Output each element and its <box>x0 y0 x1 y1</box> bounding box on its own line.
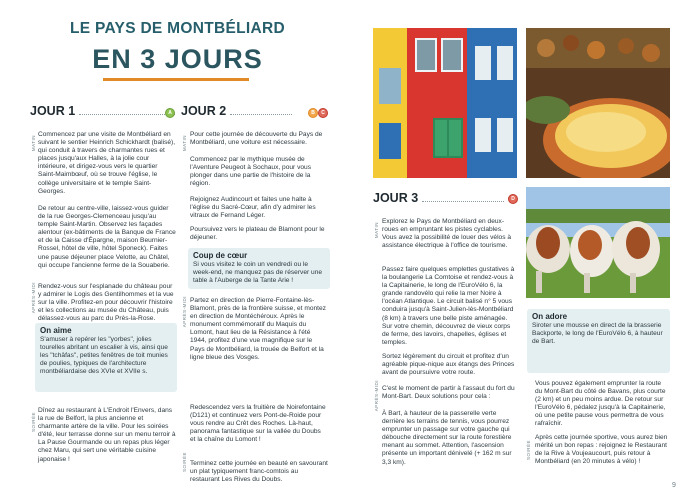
page-number: 9 <box>672 482 676 489</box>
day2-paragraph-4: Poursuivez vers le plateau de Blamont pour le déjeuner. <box>190 226 325 242</box>
label-apres-midi-2: APRÈS-MIDI <box>182 296 187 328</box>
day1-paragraph-1: Commencez par une visite de Montbéliard en suivant le sentier Heinrich Schickhardt (balisé), qui conduit à travers de charmantes rues et places jusqu'aux Halles, à la jolie cour intérieure, et dirigez-vous vers le quartier Saint-Maimbœuf, où se trouve l'église, le collège universitaire et le temple Saint-Georges. <box>38 131 176 195</box>
label-soiree-3: SOIRÉE <box>526 440 531 461</box>
day1-paragraph-4: Dînez au restaurant à L'Endroit l'Envers, dans la rue de Belfort, la plus ancienne et charmante artère de la ville. Pour les soirées d'été, leur terrasse donne sur un menu terroir à La Pause Gourmande ou un repas plus léger chez Maru, qui sert une véritable cuisine japonaise ! <box>38 407 176 463</box>
day2-box-text: Si vous visitez le coin un vendredi ou le week-end, ne manquez pas de réserver une table à l'Auberge de la Tante Arie ! <box>193 261 323 285</box>
day2-dots <box>230 106 292 115</box>
day3-paragraph-6: Vous pouvez également emprunter la route du Mont-Bart du côté de Bavans, plus courte (2 km) et un peu moins ardue. De retour sur l'EuroVélo 6, pédalez jusqu'à la Capitainerie, où une petite pause vous permettra de vous rafraîchir. <box>535 380 666 428</box>
map-marker-badge-b: B <box>308 108 318 118</box>
day3-heading-text: JOUR 3 <box>373 191 419 205</box>
day3-box-title: On adore <box>532 312 568 321</box>
day2-paragraph-5: Partez en direction de Pierre-Fontaine-lès-Blamont, près de la frontière suisse, et montez en direction de Montéchéroux. Après le monument commémoratif du Maquis du Lomont, haut lieu de la Résistance à l'été 1944, profitez d'une vue magnifique sur le Pays de Montbéliard, la trouée de Belfort et la ligne bleue des Vosges. <box>190 297 326 361</box>
day2-paragraph-2: Commencez par le mythique musée de l'Aventure Peugeot à Sochaux, pour vous plonger dans une partie de l'histoire de la région. <box>190 156 312 188</box>
day3-heading <box>373 191 504 205</box>
label-apres-midi-1: APRÈS-MIDI <box>31 282 36 314</box>
cheese-dish-illustration <box>526 28 670 178</box>
day2-paragraph-1: Pour cette journée de découverte du Pays de Montbéliard, une voiture est nécessaire. <box>190 131 323 147</box>
colorful-houses-photo <box>373 28 517 178</box>
day1-paragraph-3: Rendez-vous sur l'esplanade du château pour y admirer le Logis des Gentilhommes et la vue sur la ville. Profitez-en pour découvrir l'histoire et les collections au musée du Château, puis délassez-vous au parc du Près-la-Rose. <box>38 283 174 323</box>
day2-info-box <box>188 248 330 289</box>
day2-paragraph-3: Rejoignez Audincourt et faites une halte à l'église du Sacré-Cœur, afin d'y admirer les vitraux de Fernand Léger. <box>190 196 316 220</box>
day3-paragraph-1: Explorez le Pays de Montbéliard en deux-roues en empruntant les pistes cyclables. Vous avez la possibilité de louer des vélos à assistance électrique à l'office de tourisme. <box>382 218 512 250</box>
day2-paragraph-7: Terminez cette journée en beauté en savourant un plat typiquement franc-comtois au restaurant Les Rives du Doubs. <box>190 460 328 484</box>
page-title-line1: LE PAYS DE MONTBÉLIARD <box>69 20 285 37</box>
page-title-line2: EN 3 JOURS <box>92 44 263 74</box>
label-soiree-2: SOIRÉE <box>182 452 187 473</box>
colorful-houses-illustration <box>373 28 517 178</box>
day3-paragraph-2: Passez faire quelques emplettes gustatives à la boulangerie La Comtoise et rendez-vous à la Capitainerie, le long de l'EuroVélo 6, la grande randovélo qui relie la mer Noire à l'océan Atlantique. Le circuit balisé n° 5 vous conduira jusqu'à Saint-Julien-lès-Montbéliard (8 km) à travers une belle piste aménagée. Sur votre chemin, découvrez de vieux corps de ferme, des lavoirs, chapelles, églises et temples. <box>382 266 515 346</box>
day3-dots <box>422 193 504 202</box>
day1-box-title: On aime <box>40 326 72 335</box>
day1-heading <box>30 104 175 118</box>
day1-heading-text: JOUR 1 <box>30 104 76 118</box>
label-matin-1: MATIN <box>31 135 36 152</box>
day2-heading <box>181 104 292 118</box>
day1-box-text: S'amuser à repérer les "yorbes", jolies tourelles abritant un escalier à vis, ainsi que les "tchâfas", petites fenêtres de toit munies de poulies, typiques de l'architecture montbéliardaise des XVIe et XVIIe s. <box>40 336 168 376</box>
label-matin-3: MATIN <box>374 222 379 239</box>
day2-paragraph-6: Redescendez vers la fruitière de Noirefontaine (D121) et continuez vers Pont-de-Roide pour vous rendre au Crêt des Roches. Là-haut, panorama fantastique sur la vallée du Doubs et la chaîne du Lomont ! <box>190 404 326 444</box>
cheese-dish-photo <box>526 28 670 178</box>
label-apres-midi-3: APRÈS-MIDI <box>374 380 379 412</box>
map-marker-badge-d: D <box>508 194 518 204</box>
day3-box-text: Siroter une mousse en direct de la brasserie Backporte, le long de l'EuroVélo 6, à hauteur de Bart. <box>532 322 663 346</box>
day3-paragraph-3: Sortez légèrement du circuit et profitez d'un agréable pique-nique aux étangs des Princes avant de poursuivre votre route. <box>382 353 515 377</box>
day3-paragraph-4: C'est le moment de partir à l'assaut du fort du Mont-Bart. Deux solutions pour cela : <box>382 385 515 401</box>
day1-paragraph-2: De retour au centre-ville, laissez-vous guider de la rue Georges-Clemenceau jusqu'au temple Saint-Martin. Observez les façades alentour (ex-bâtiments de la Banque de France et de la Caisse d'Épargne, maison Beurnier-Rossel, hôtel de ville, hôtel Sponeck). Faites une pause déjeuner place Velotte, au Châtel, qui occupe l'ancienne ferme de la Souaberie. <box>38 205 176 269</box>
day1-info-box <box>35 323 177 392</box>
label-matin-2: MATIN <box>182 135 187 152</box>
title-underline <box>103 78 249 81</box>
map-marker-badge-c: C <box>318 108 328 118</box>
map-marker-badge-a: A <box>165 108 175 118</box>
day3-info-box <box>527 309 670 373</box>
day2-heading-text: JOUR 2 <box>181 104 227 118</box>
day1-dots <box>79 106 175 115</box>
day3-paragraph-7: Après cette journée sportive, vous aurez bien mérité un bon repas : rejoignez le Restaurant de la Rive à Voujeaucourt, puis retour à Montbéliard (en 20 minutes à vélo) ! <box>535 434 668 466</box>
cows-illustration <box>526 187 670 298</box>
label-soiree-1: SOIRÉE <box>31 412 36 433</box>
cows-photo <box>526 187 670 298</box>
day2-box-title: Coup de cœur <box>193 251 248 260</box>
day3-paragraph-5: À Bart, à hauteur de la passerelle verte derrière les terrains de tennis, vous pourrez emprunter un passage sur votre gauche qui débouche directement sur la route forestière menant au sommet. Attention, l'ascension présente un important dénivelé (+ 162 m sur 3,3 km). <box>382 410 512 466</box>
